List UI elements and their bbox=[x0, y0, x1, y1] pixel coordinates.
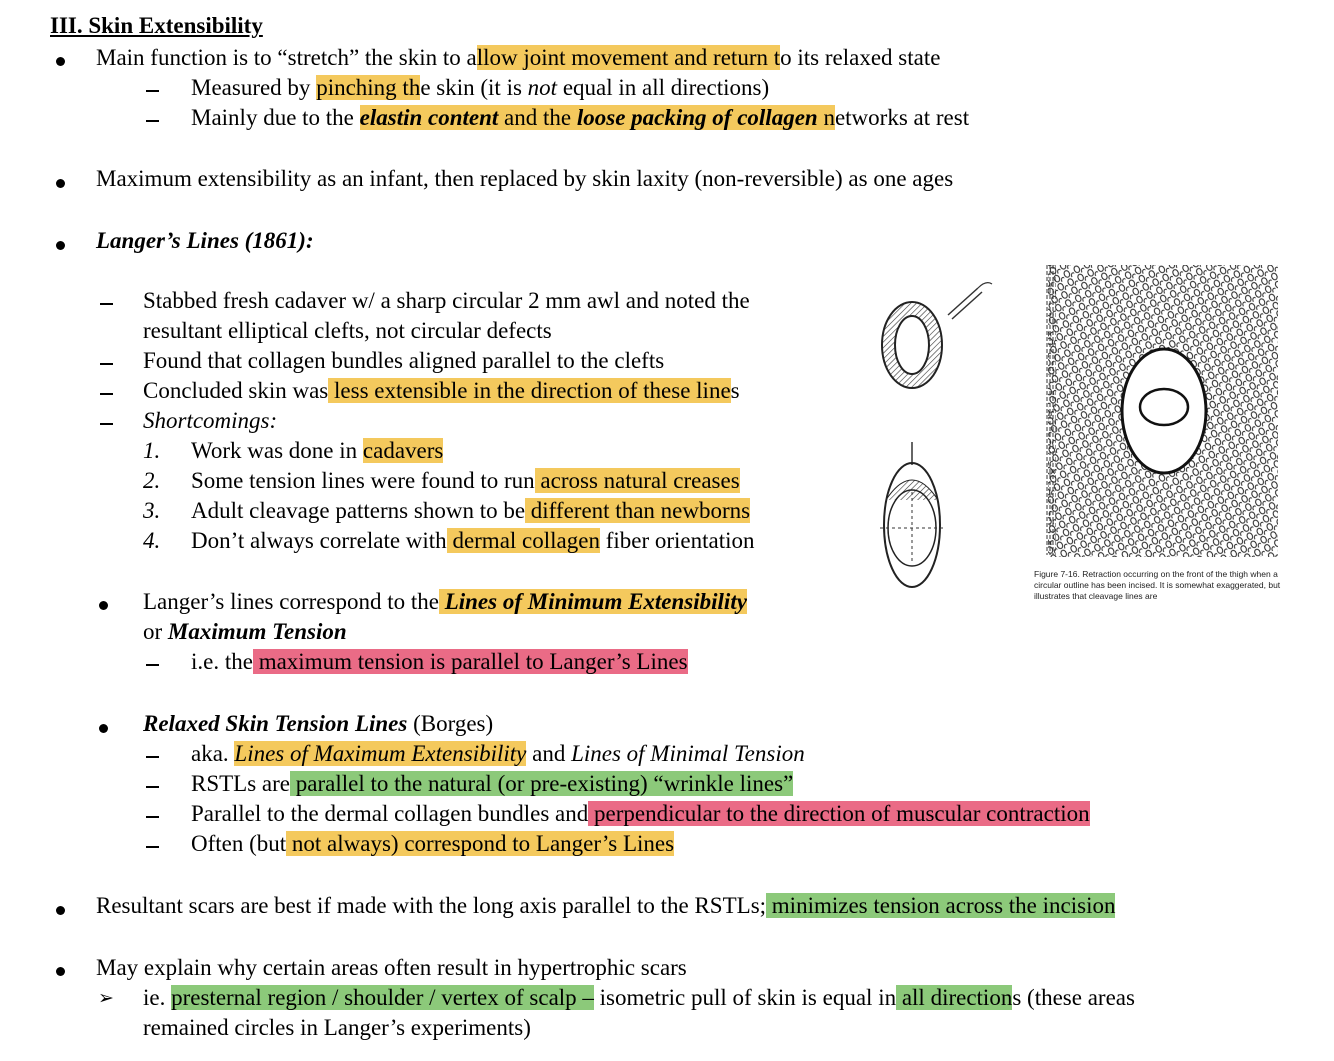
langer-stabbed: Stabbed fresh cadaver w/ a sharp circular 2 mm awl and noted the bbox=[143, 288, 750, 313]
langer-stabbed-cont: resultant elliptical clefts, not circular defects bbox=[143, 318, 552, 343]
bullet-may-explain: May explain why certain areas often result in hypertrophic scars bbox=[96, 955, 687, 980]
bullet bbox=[99, 601, 108, 610]
dash bbox=[100, 363, 113, 365]
shortcoming-2: Some tension lines were found to run across natural creases bbox=[191, 468, 740, 493]
dash bbox=[146, 90, 159, 92]
rstl-heading: Relaxed Skin Tension Lines (Borges) bbox=[143, 711, 494, 736]
sub-measured: Measured by pinching the skin (it is not equal in all directions) bbox=[191, 75, 770, 100]
section-title: III. Skin Extensibility bbox=[50, 13, 263, 38]
langers-lines-heading: Langer’s Lines (1861): bbox=[96, 228, 314, 253]
arrow-bullet-icon: ➢ bbox=[98, 987, 114, 1009]
list-number: 1. bbox=[143, 438, 161, 463]
dash bbox=[100, 303, 113, 305]
bullet-max-extensibility: Maximum extensibility as an infant, then replaced by skin laxity (non-reversible) as one ages bbox=[96, 166, 954, 191]
rstl-parallel: RSTLs are parallel to the natural (or pre-existing) “wrinkle lines” bbox=[191, 771, 794, 796]
shortcoming-1: Work was done in cadavers bbox=[191, 438, 444, 463]
dash bbox=[146, 664, 159, 666]
dash bbox=[146, 786, 159, 788]
langer-found: Found that collagen bundles aligned parallel to the clefts bbox=[143, 348, 665, 373]
incision-diagram bbox=[870, 270, 1010, 610]
dash bbox=[146, 846, 159, 848]
bullet bbox=[56, 179, 65, 188]
langer-correspond-cont: or Maximum Tension bbox=[143, 619, 347, 644]
dash bbox=[100, 423, 113, 425]
figure-caption: Figure 7-16. Retraction occurring on the front of the thigh when a circular outline has been incised. It is somewhat exaggerated, but illustrates that cleavage lines are bbox=[1034, 569, 1281, 601]
bullet bbox=[99, 724, 108, 733]
dash bbox=[146, 120, 159, 122]
bullet bbox=[56, 57, 65, 66]
langer-concluded: Concluded skin was less extensible in the direction of these lines bbox=[143, 378, 740, 403]
hypertrophic-areas: ie. presternal region / shoulder / vertex of scalp – isometric pull of skin is equal in all directions (these areas bbox=[143, 985, 1135, 1010]
sub-mainly: Mainly due to the elastin content and the loose packing of collagen networks at rest bbox=[191, 105, 970, 130]
langer-correspond: Langer’s lines correspond to the Lines of Minimum Extensibility bbox=[143, 589, 747, 614]
bullet bbox=[56, 967, 65, 976]
langer-ie: i.e. the maximum tension is parallel to Langer’s Lines bbox=[191, 649, 688, 674]
dash bbox=[146, 756, 159, 758]
awl-icon bbox=[948, 283, 992, 319]
bullet-main-function: Main function is to “stretch” the skin to allow joint movement and return to its relaxed state bbox=[96, 45, 941, 70]
shortcoming-3: Adult cleavage patterns shown to be different than newborns bbox=[191, 498, 751, 523]
hypertrophic-areas-cont: remained circles in Langer’s experiments) bbox=[143, 1015, 531, 1040]
circular-defect-icon bbox=[882, 302, 942, 388]
dash bbox=[100, 393, 113, 395]
list-number: 3. bbox=[143, 498, 161, 523]
shortcoming-4: Don’t always correlate with dermal collagen fiber orientation bbox=[191, 528, 755, 553]
bullet-resultant-scars: Resultant scars are best if made with the long axis parallel to the RSTLs; minimizes tension across the incision bbox=[96, 893, 1116, 918]
dash bbox=[146, 816, 159, 818]
rstl-dermal: Parallel to the dermal collagen bundles and perpendicular to the direction of muscular contraction bbox=[191, 801, 1090, 826]
langer-shortcomings: Shortcomings: bbox=[143, 408, 278, 433]
elliptical-cleft-icon bbox=[880, 442, 944, 587]
list-number: 2. bbox=[143, 468, 161, 493]
rstl-often: Often (but not always) correspond to Langer’s Lines bbox=[191, 831, 675, 856]
bullet bbox=[56, 906, 65, 915]
cleavage-pattern-figure bbox=[1034, 265, 1284, 565]
list-number: 4. bbox=[143, 528, 161, 553]
bullet bbox=[56, 241, 65, 250]
rstl-aka: aka. Lines of Maximum Extensibility and Lines of Minimal Tension bbox=[191, 741, 805, 766]
